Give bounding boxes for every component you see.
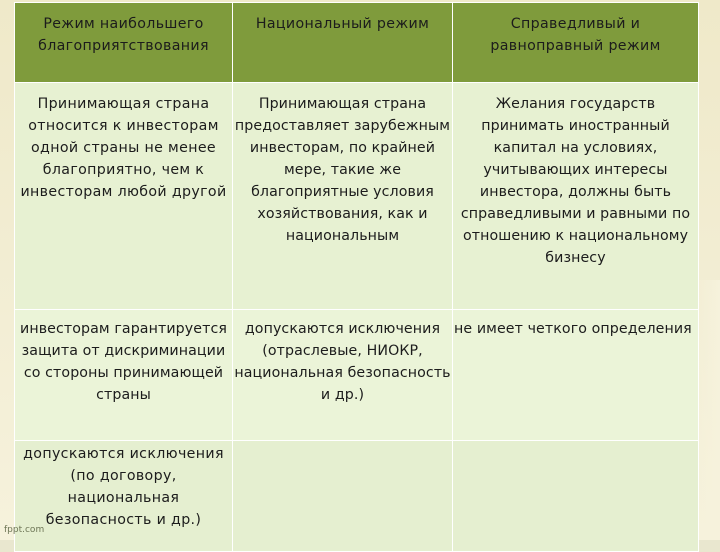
table-cell	[15, 83, 233, 310]
header-fair-equitable-regime-text: Справедливый и равноправный режим	[490, 16, 661, 54]
cell-text: не имеет четкого определения	[454, 321, 692, 337]
cell-text: допускаются исключения (отраслевые, НИОКР, национальная безопасность и др.)	[234, 321, 451, 403]
table-cell	[233, 83, 453, 310]
header-most-favored-nation	[15, 3, 233, 83]
header-most-favored-nation-text: Режим наибольшего благоприятствования	[38, 16, 209, 54]
table-row	[15, 441, 699, 552]
table-cell	[453, 441, 699, 552]
table-cell	[15, 441, 233, 552]
cell-text: допускаются исключения (по договору, национальная безопасность и др.)	[23, 446, 224, 528]
table-row	[15, 83, 699, 310]
cell-text: Принимающая страна относится к инвесторам одной страны не менее благоприятно, чем к инвесторам любой другой	[20, 96, 227, 200]
watermark-text: fppt.com	[4, 525, 45, 535]
cell-text: Желания государств принимать иностранный капитал на условиях, учитывающих интересы инвестора, должны быть справедливыми и равными по отношению к национальному бизнесу	[460, 96, 691, 266]
table-cell	[453, 310, 699, 441]
cell-text: инвесторам гарантируется защита от дискриминации со стороны принимающей страны	[20, 321, 227, 403]
header-fair-equitable-regime	[453, 3, 699, 83]
table-header-row	[15, 3, 699, 83]
cell-text: Принимающая страна предоставляет зарубежным инвесторам, по крайней мере, такие же благоприятные условия хозяйствования, как и национальным	[234, 96, 451, 244]
table-cell	[233, 310, 453, 441]
table-row	[15, 310, 699, 441]
table-cell	[15, 310, 233, 441]
table-cell	[233, 441, 453, 552]
investment-regimes-table	[14, 2, 699, 552]
header-national-regime-text: Национальный режим	[255, 16, 430, 32]
table-cell	[453, 83, 699, 310]
header-national-regime	[233, 3, 453, 83]
